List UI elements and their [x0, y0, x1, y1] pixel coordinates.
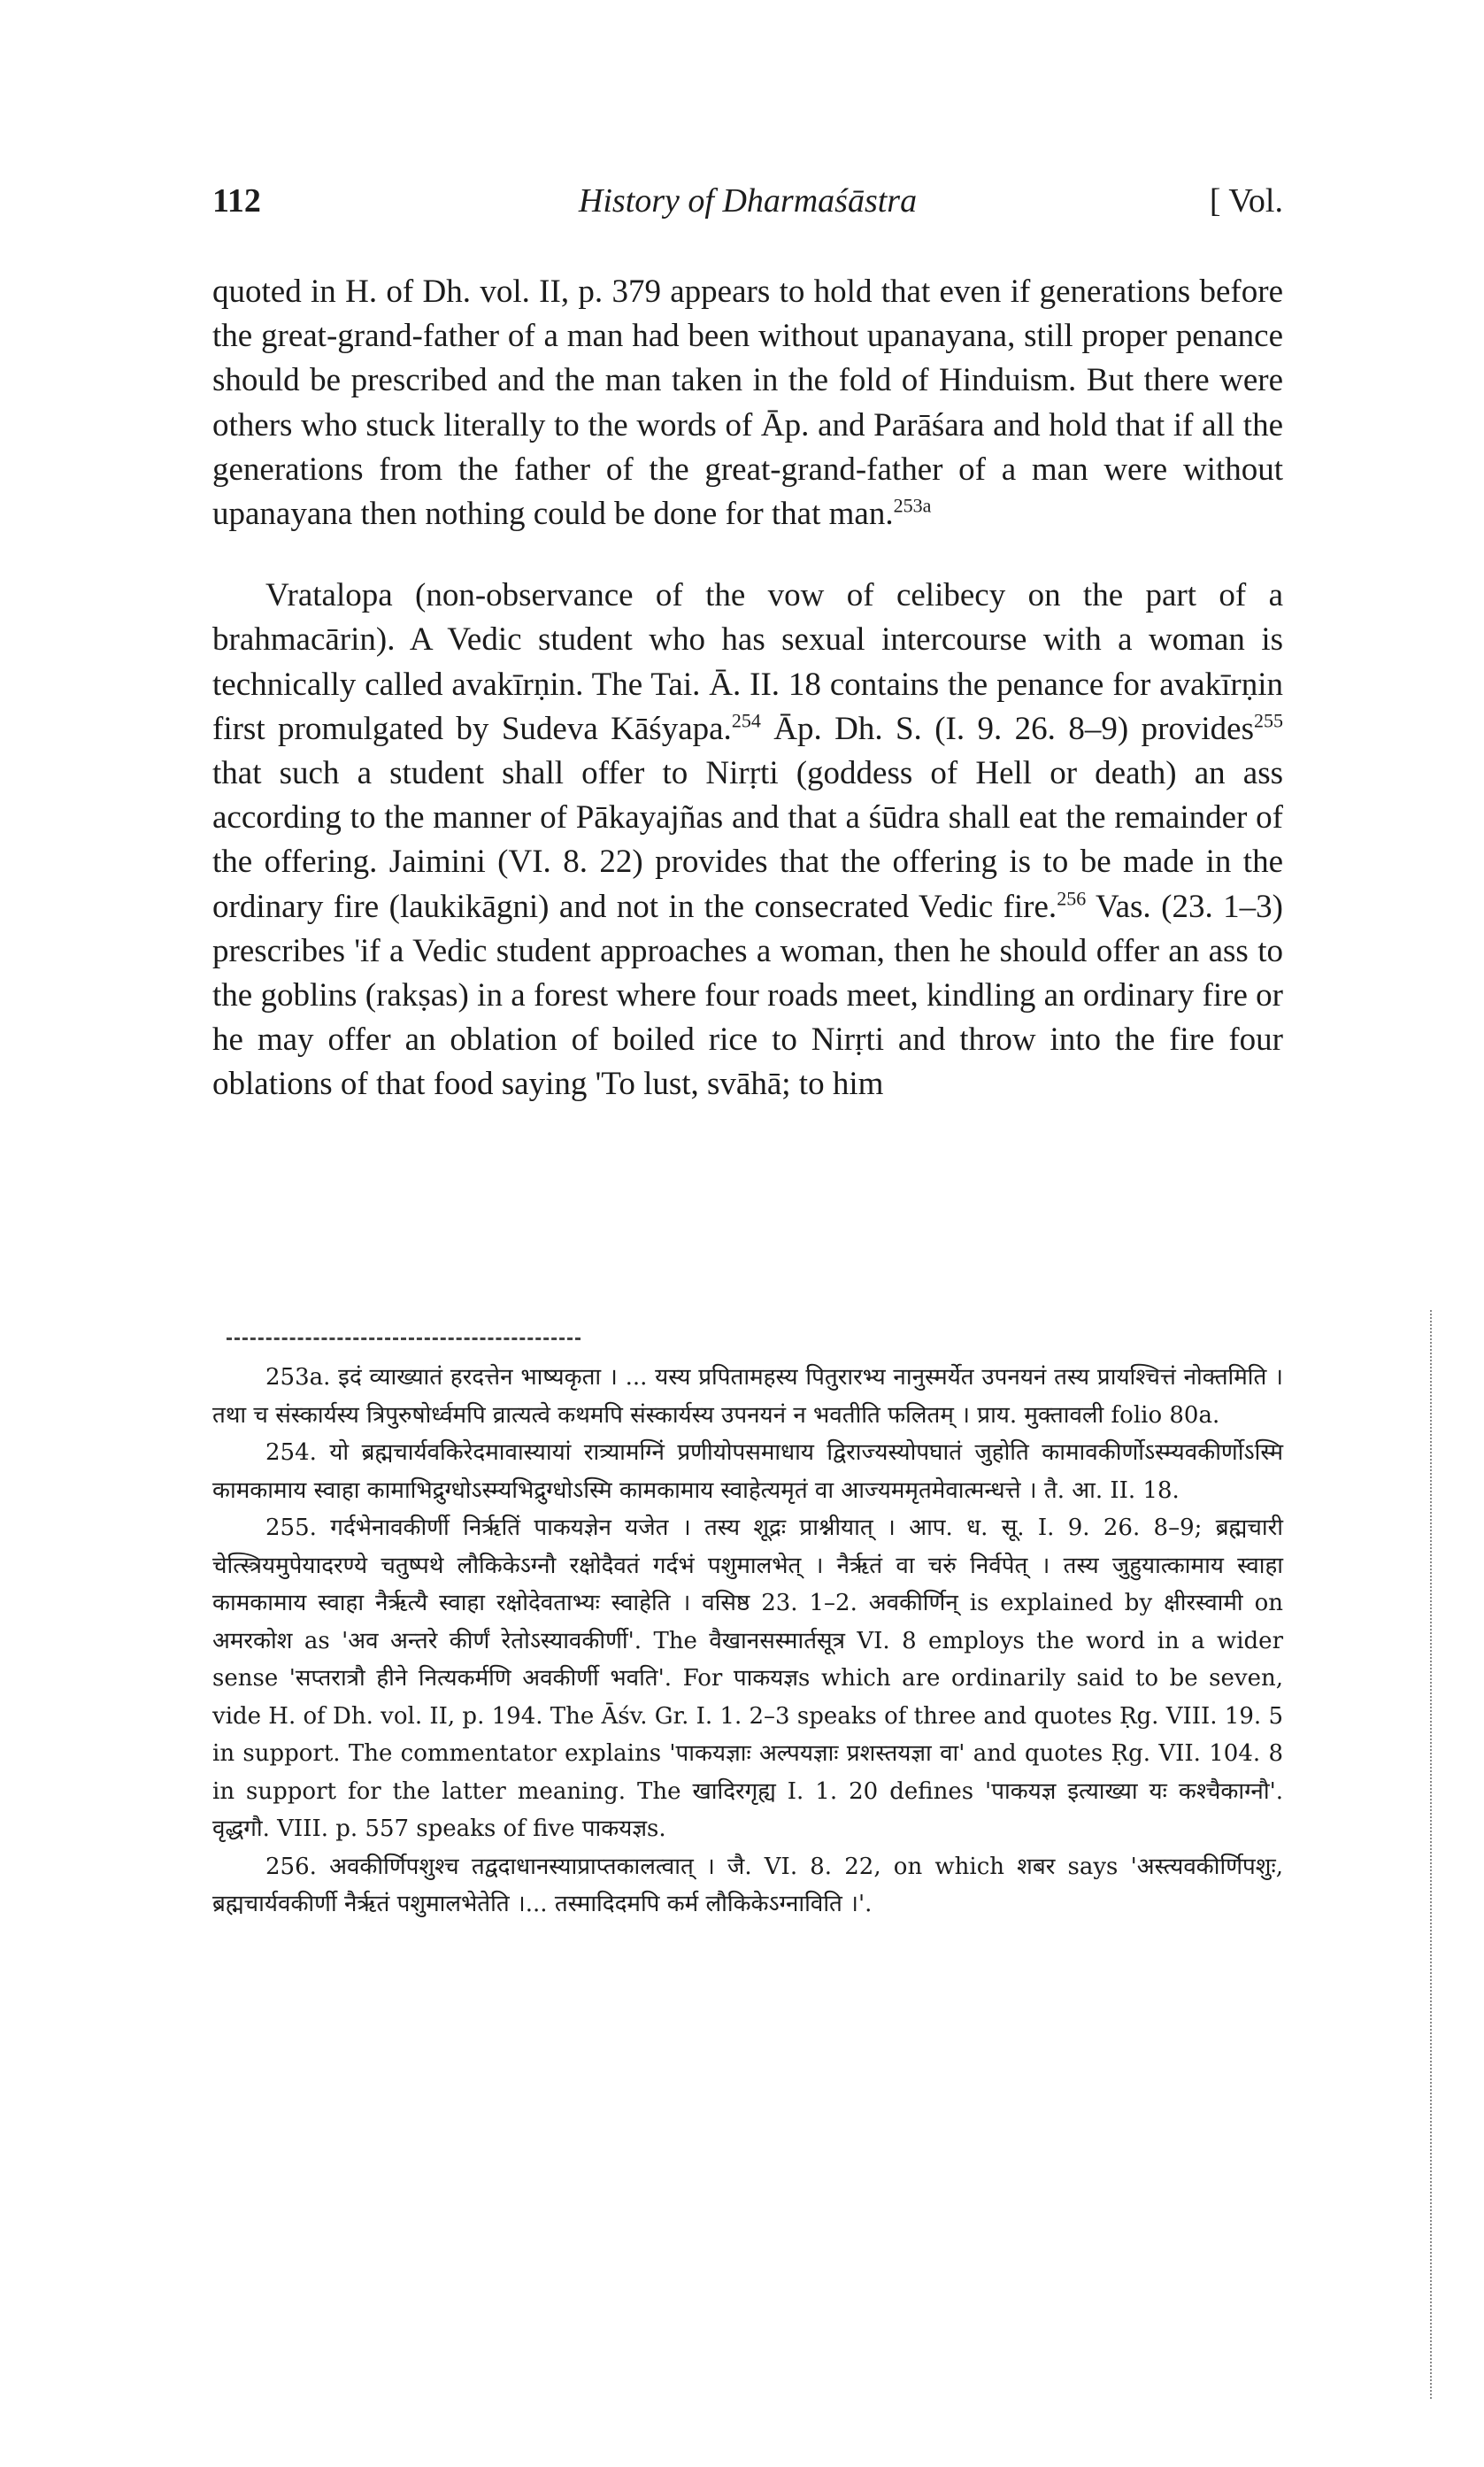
- paragraph-2-text-d: Vas. (23. 1–3) prescribes 'if a Vedic student approaches a woman, then he should offer an ass to the goblins (rakṣas) in a forest where four roads meet, kindling an ordinary fire or he may offer an oblation of boiled rice to Nirṛti and throw into the fire four oblations of that food saying 'To lust, svāhā; to him: [212, 888, 1284, 1103]
- footnotes: [212, 1359, 1283, 1923]
- paragraph-1: [212, 270, 1283, 536]
- footnote-ref-254: 254: [731, 709, 761, 732]
- footnote-ref-255: 255: [1254, 709, 1283, 732]
- footnote-254: 254. यो ब्रह्मचार्यवकिरेदमावास्यायां रात्र्यामग्निं प्रणीयोपसमाधाय द्विराज्यस्योपघातं जुहोति कामावकीर्णोऽस्म्यवकीर्णोऽस्मि कामकामाय स्वाहा कामाभिद्रुग्धोऽस्म्यभिद्रुग्धोऽस्मि कामकामाय स्वाहेत्यमृतं वा आज्यममृतमेवात्मन्धत्ते । तै. आ. II. 18.: [212, 1439, 1283, 1504]
- page-header: [212, 181, 1283, 235]
- paragraph-1-text: quoted in H. of Dh. vol. II, p. 379 appears to hold that even if generations before the great-grand-father of a man had been without upanayana, still proper penance should be prescribed and the man taken in the fold of Hinduism. But there were others who stuck literally to the words of Āp. and Parāśara and hold that if all the generations from the father of the great-grand-father of a man were without upanayana then nothing could be done for that man.: [212, 274, 1283, 533]
- body-text: [212, 270, 1283, 1107]
- margin-dotted-line: [1430, 1310, 1432, 2399]
- paragraph-2-text-a: Vratalopa (non-observance of the vow of celibecy on the part of a brahmacārin). A Vedic student who has sexual intercourse with a woman is technically called avakīrṇin. The Tai. Ā. II. 18 contains the penance for avakīrṇin first promulgated by Sudeva Kāśyapa.: [212, 577, 1283, 747]
- paragraph-2: [212, 574, 1283, 1106]
- footnote-ref-253a: 253a: [893, 494, 932, 517]
- footnote-255: 255. गर्दभेनावकीर्णी निर्ऋतिं पाकयज्ञेन यजेत । तस्य शूद्रः प्राश्नीयात् । आप. ध. सू. I. 9. 26. 8–9; ब्रह्मचारी चेत्स्त्रियमुपेयादरण्ये चतुष्पथे लौकिकेऽग्नौ रक्षोदैवतं गर्दभं पशुमालभेत् । नैर्ऋतं वा चरुं निर्वपेत् । तस्य जुहुयात्कामाय स्वाहा कामकामाय स्वाहा नैर्ऋत्यै स्वाहा रक्षोदेवताभ्यः स्वाहेति । वसिष्ठ 23. 1–2. अवकीर्णिन् is explained by क्षीरस्वामी on अमरकोश as 'अव अन्तरे कीर्णं रेतोऽस्यावकीर्णी'. The वैखानसस्मार्तसूत्र VI. 8 employs the word in a wider sense 'सप्तरात्रौ हीने नित्यकर्मणि अवकीर्णी भवति'. For पाकयज्ञs which are ordinarily said to be seven, vide H. of Dh. vol. II, p. 194. The Āśv. Gr. I. 1. 2–3 speaks of three and quotes Ṛg. VIII. 19. 5 in support. The commentator explains 'पाकयज्ञाः अल्पयज्ञाः प्रशस्तयज्ञा वा' and quotes Ṛg. VII. 104. 8 in support for the latter meaning. The खादिरगृह्य I. 1. 20 defines 'पाकयज्ञ इत्याख्या यः कश्चैकाग्नौ'. वृद्धगौ. VIII. p. 557 speaks of five पाकयज्ञs.: [212, 1515, 1283, 1842]
- paragraph-2-text-c: that such a student shall offer to Nirṛti (goddess of Hell or death) an ass according to the manner of Pākayajñas and that a śūdra shall eat the remainder of the offering. Jaimini (VI. 8. 22) provides that the offering is to be made in the ordinary fire (laukikāgni) and not in the consecrated Vedic fire.: [212, 755, 1283, 925]
- volume-label: [ Vol.: [1209, 182, 1283, 220]
- footnote-ref-256: 256: [1057, 887, 1087, 910]
- running-title: History of Dharmaśāstra: [578, 182, 918, 220]
- paragraph-2-text-b: Āp. Dh. S. (I. 9. 26. 8–9) provides: [760, 710, 1254, 747]
- page-number: 112: [212, 182, 261, 220]
- footnote-divider: [227, 1338, 581, 1340]
- footnote-253a: 253a. इदं व्याख्यातं हरदत्तेन भाष्यकृता । ... यस्य प्रपितामहस्य पितुरारभ्य नानुस्मर्येत उपनयनं तस्य प्रायश्चित्तं नोक्तमिति । तथा च संस्कार्यस्य त्रिपुरुषोर्ध्वमपि व्रात्यत्वे कथमपि संस्कार्यस्य उपनयनं न भवतीति फलितम् । प्राय. मुक्तावली folio 80a.: [212, 1364, 1283, 1429]
- footnote-256: 256. अवकीर्णिपशुश्च तद्वदाधानस्याप्राप्तकालत्वात् । जै. VI. 8. 22, on which शबर says 'अस्त्यवकीर्णिपशुः, ब्रह्मचार्यवकीर्णी नैर्ऋतं पशुमालभेतेति ।... तस्मादिदमपि कर्म लौकिकेऽग्नाविति ।'.: [212, 1853, 1283, 1917]
